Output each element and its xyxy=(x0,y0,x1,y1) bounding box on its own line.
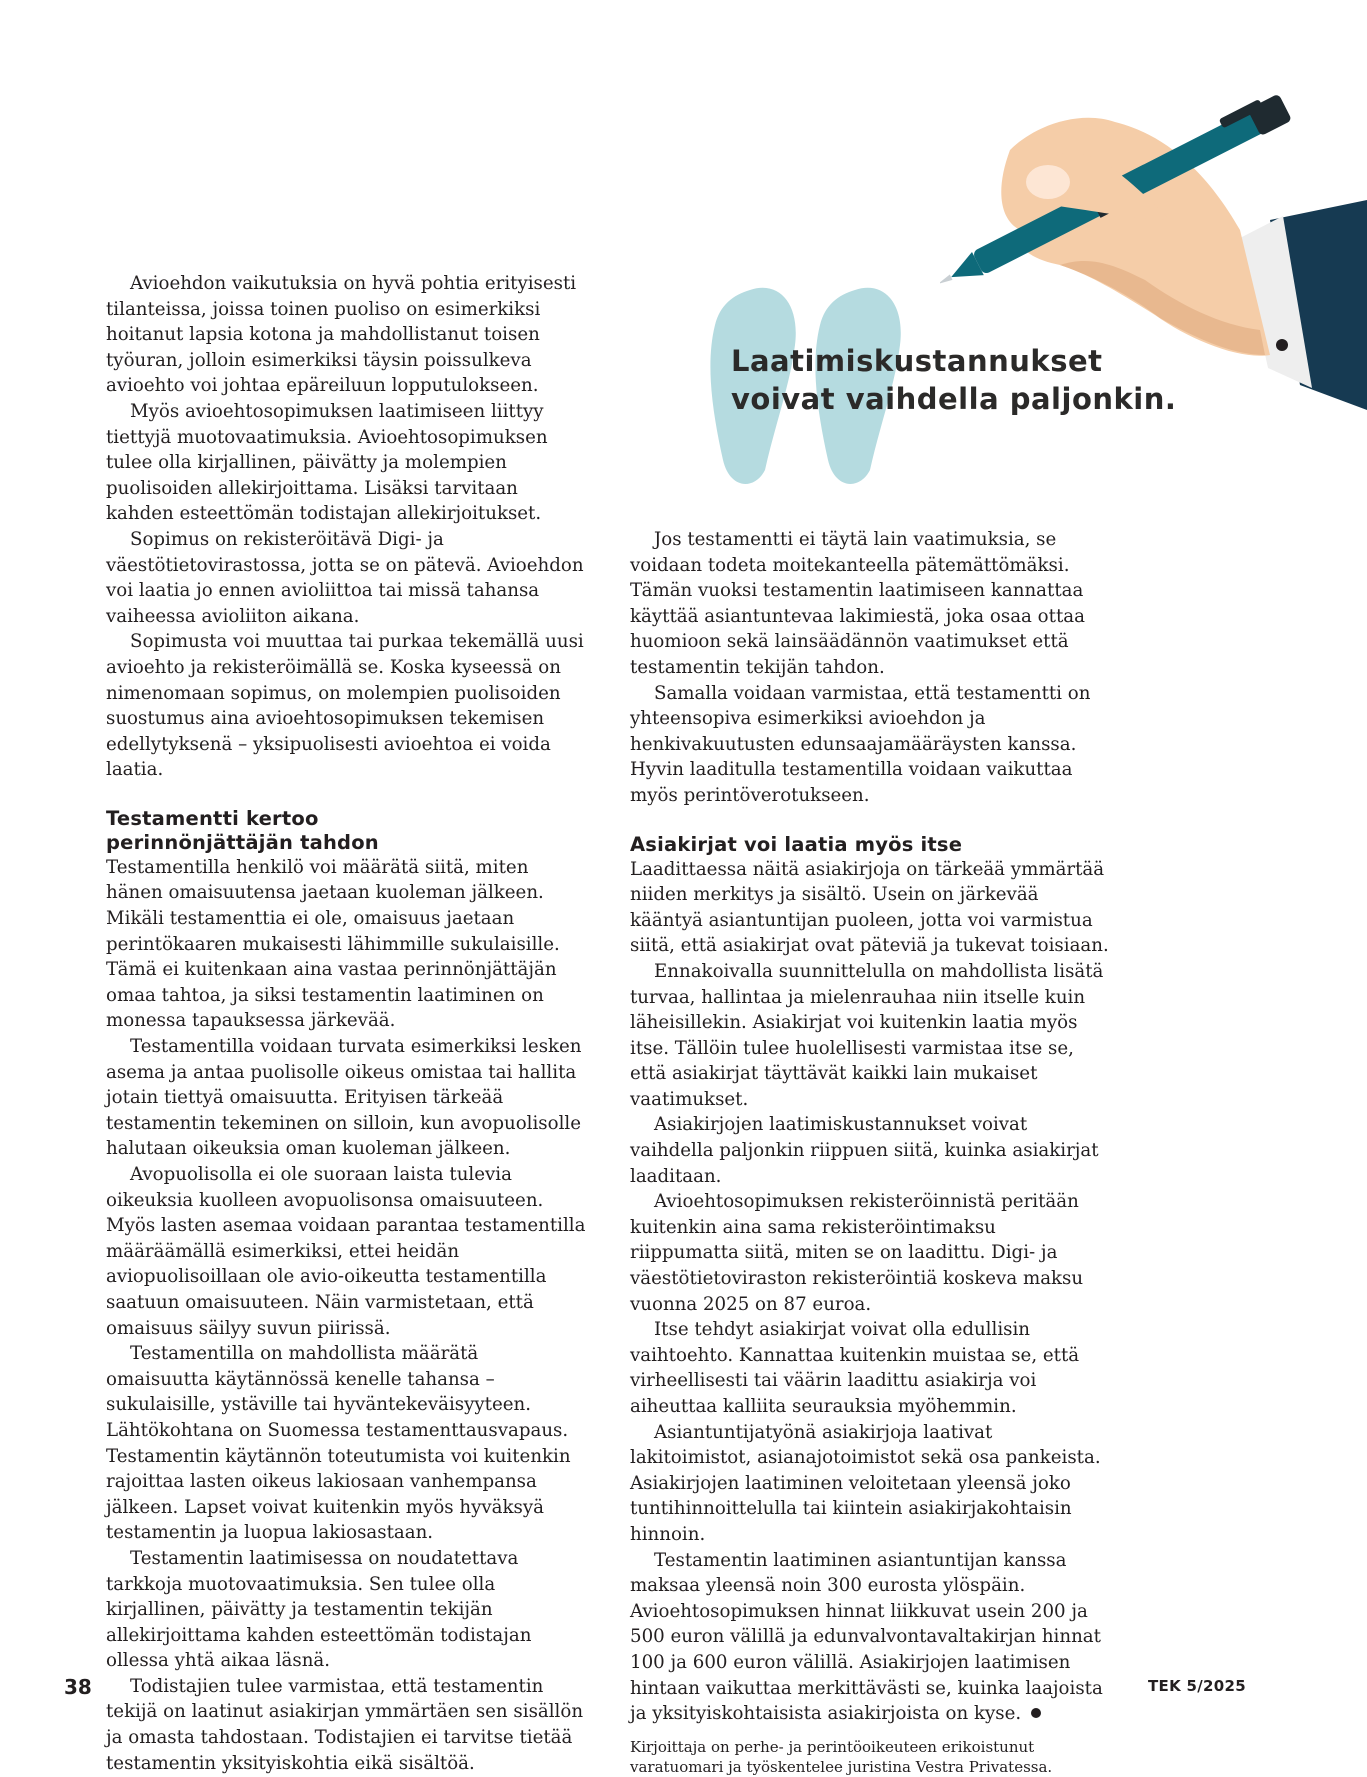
thumbnail xyxy=(1026,165,1070,199)
cuff-button xyxy=(1276,339,1288,351)
paragraph: Testamentilla voidaan turvata esimerkiksi lesken asema ja antaa puolisolle oikeus omistaa tai hallita jotain tiettyä omaisuutta. Erityisen tärkeää testamentin tekeminen on silloin, kun avopuolisolle halutaan oikeuksia oman kuoleman jälkeen. xyxy=(106,1036,582,1160)
paragraph: Itse tehdyt asiakirjat voivat olla edullisin vaihtoehto. Kannattaa kuitenkin muistaa se, että virheellisesti tai väärin laadittu asiakirja voi aiheuttaa kalliita seurauksia myöhemmin. xyxy=(630,1319,1080,1417)
author-byline xyxy=(630,1737,1110,1777)
heading-line: perinnönjättäjän tahdon xyxy=(106,830,379,854)
end-bullet-icon xyxy=(1031,1708,1041,1718)
pull-quote xyxy=(731,342,1211,418)
paragraph: Testamentilla henkilö voi määrätä siitä, miten hänen omaisuutensa jaetaan kuoleman jälkeen. Mikäli testamenttia ei ole, omaisuus jaetaan perintökaaren mukaisesti lähimmille sukulaisille. Tämä ei kuitenkaan aina vastaa perinnönjättäjän omaa tahtoa, ja siksi testamentin laatiminen on monessa tapauksessa järkevää. xyxy=(106,856,560,1032)
byline-line: Kirjoittaja on perhe- ja perintöoikeuteen erikoistunut xyxy=(630,1737,1035,1756)
paragraph: Avioehtosopimuksen rekisteröinnistä peritään kuitenkin aina sama rekisteröintimaksu riippumatta siitä, miten se on laadittu. Digi- ja väestötietoviraston rekisteröintiä koskeva maksu vuonna 2025 on 87 euroa. xyxy=(630,1191,1084,1315)
paragraph: Asiakirjojen laatimiskustannukset voivat vaihdella paljonkin riippuen siitä, kuinka asiakirjat laaditaan. xyxy=(630,1114,1099,1187)
pull-quote-line2: voivat vaihdella paljonkin. xyxy=(731,382,1177,416)
paragraph: Sopimusta voi muuttaa tai purkaa tekemällä uusi avioehto ja rekisteröimällä se. Koska kyseessä on nimenomaan sopimus, on molempien puolisoiden suostumus aina avioehtosopimuksen tekemisen edellytyksenä – yksipuolisesti avioehtoa ei voida laatia. xyxy=(106,631,584,781)
paragraph: Testamentilla on mahdollista määrätä omaisuutta käytännössä kenelle tahansa – sukulaisille, ystäville tai hyväntekeväisyyteen. Lähtökohtana on Suomessa testamenttausvapaus. Testamentin käytännön toteutumista voi kuitenkin rajoittaa lasten oikeus lakiosaan vanhempansa jälkeen. Lapset voivat kuitenkin myös hyväksyä testamentin ja luopua lakiosastaan. xyxy=(106,1343,571,1544)
right-column xyxy=(630,527,1110,1777)
section-heading-asiakirjat: Asiakirjat voi laatia myös itse xyxy=(630,832,963,856)
paragraph: Todistajien tulee varmistaa, että testamentin tekijä on laatinut asiakirjan ymmärtäen sen sisällön ja omasta tahdostaan. Todistajien ei tarvitse tietää testamentin yksityiskohtia eikä sisältöä. xyxy=(106,1675,584,1774)
paragraph: Samalla voidaan varmistaa, että testamentti on yhteensopiva esimerkiksi avioehdon ja henkivakuutusten edunsaajamääräysten kanssa. Hyvin laaditulla testamentilla voidaan vaikuttaa myös perintöverotukseen. xyxy=(630,682,1091,806)
final-paragraph-text: Testamentin laatiminen asiantuntijan kanssa maksaa yleensä noin 300 eurosta ylöspäin. Avioehtosopimuksen hinnat liikkuvat usein 200 ja 500 euron välillä ja edunvalvontavaltakirjan hinnat 100 ja 600 euron välillä. Asiakirjojen laatimisen hintaan vaikuttaa merkittävästi se, kuinka laajoista ja yksityiskohtaisista asiakirjoista on kyse. xyxy=(630,1549,1103,1725)
paragraph: Asiantuntijatyönä asiakirjoja laativat lakitoimistot, asianajotoimistot sekä osa pankeista. Asiakirjojen laatiminen veloitetaan yleensä joko tuntihinnoittelulla tai kiintein asiakirjakohtaisin hinnoin. xyxy=(630,1421,1101,1545)
magazine-issue: TEK 5/2025 xyxy=(1148,1677,1246,1695)
paragraph: Sopimus on rekisteröitävä Digi- ja väestötietovirastossa, jotta se on pätevä. Avioehdon voi laatia jo ennen avioliittoa tai missä tahansa vaiheessa avioliiton aikana. xyxy=(106,528,584,627)
paragraph: Laadittaessa näitä asiakirjoja on tärkeää ymmärtää niiden merkitys ja sisältö. Usein on järkevää kääntyä asiantuntijan puoleen, jotta voi varmistua siitä, että asiakirjat ovat päteviä ja tukevat toisiaan. xyxy=(630,858,1109,957)
paragraph: Avopuolisolla ei ole suoraan laista tulevia oikeuksia kuolleen avopuolisonsa omaisuuteen. Myös lasten asemaa voidaan parantaa testamentilla määräämällä esimerkiksi, ettei heidän aviopuolisoillaan ole avio-oikeutta testamentilla saatuun omaisuuteen. Näin varmistetaan, että omaisuus säilyy suvun piirissä. xyxy=(106,1164,586,1339)
paragraph: Jos testamentti ei täytä lain vaatimuksia, se voidaan todeta moitekanteella pätemättömäksi. Tämän vuoksi testamentin laatimiseen kannattaa käyttää asiantuntevaa lakimiestä, joka osaa ottaa huomioon sekä lainsäädännön vaatimukset että testamentin tekijän tahdon. xyxy=(630,529,1085,678)
page-number: 38 xyxy=(64,1675,92,1699)
left-column xyxy=(106,271,586,1776)
pull-quote-line1: Laatimiskustannukset xyxy=(731,344,1103,378)
paragraph-final xyxy=(630,1548,1110,1727)
byline-line: varatuomari ja työskentelee juristina Vestra Privatessa. xyxy=(630,1757,1053,1776)
paragraph: Avioehdon vaikutuksia on hyvä pohtia erityisesti tilanteissa, joissa toinen puoliso on esimerkiksi hoitanut lapsia kotona ja mahdollistanut toisen työuran, jolloin esimerkiksi täysin poissulkeva avioehto voi johtaa epäreiluun lopputulokseen. xyxy=(106,273,577,397)
heading-line: Testamentti kertoo xyxy=(106,806,319,830)
paragraph: Myös avioehtosopimuksen laatimiseen liittyy tiettyjä muotovaatimuksia. Avioehtosopimuksen tulee olla kirjallinen, päivätty ja molempien puolisoiden allekirjoittama. Lisäksi tarvitaan kahden esteettömän todistajan allekirjoitukset. xyxy=(106,400,548,525)
paragraph: Testamentin laatimisessa on noudatettava tarkkoja muotovaatimuksia. Sen tulee olla kirjallinen, päivätty ja testamentin tekijän allekirjoittama kahden esteettömän todistajan ollessa yhtä aikaa läsnä. xyxy=(106,1547,532,1672)
section-heading-testamentti xyxy=(106,807,586,855)
paragraph: Ennakoivalla suunnittelulla on mahdollista lisätä turvaa, hallintaa ja mielenrauhaa niin itselle kuin läheisillekin. Asiakirjat voi kuitenkin laatia myös itse. Tällöin tulee huolellisesti varmistaa itse se, että asiakirjat täyttävät kaikki lain mukaiset vaatimukset. xyxy=(630,960,1104,1110)
